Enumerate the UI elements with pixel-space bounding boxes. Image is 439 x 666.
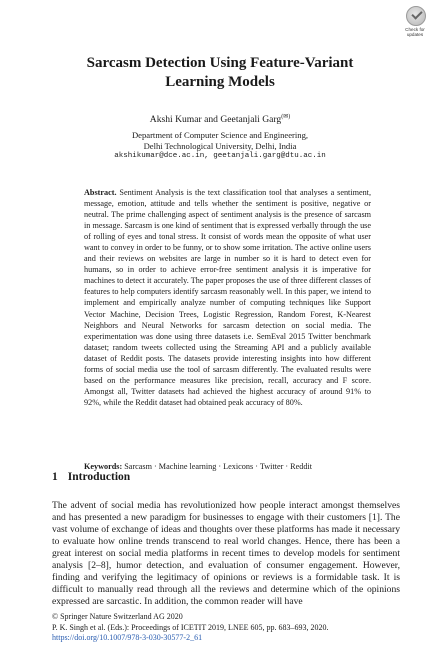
paper-title: Sarcasm Detection Using Feature-Variant Learning Models [86,55,354,90]
keywords-label: Keywords: [84,462,123,471]
badge-label: Check for updates [405,27,425,37]
check-for-updates-icon [406,6,426,26]
keywords-text: Sarcasm · Machine learning · Lexicons · Twitter · Reddit [124,462,313,471]
introduction-body: The advent of social media has revolutionized how people interact amongst themselves and has presented a new paradigm for businesses to engage with their customers [1]. The vast volume of exchange of ideas and thoughts over these platforms has made it necessary to evaluate how online trends transcend to real world changes. Hence, there has been a great interest on social media platforms in recent times to develop models for sentiment analysis [2–8], humor detection, and evaluation of consumer engagement. However, finding and verifying the legitimacy of opinions or reviews is a formidable task. It is difficult to manually read through all the reviews and determine which of the opinions expressed are sarcastic. In addition, the common reader will have [52,500,400,608]
footer [52,612,400,644]
abstract-text: Sentiment Analysis is the text classification tool that analyses a sentiment, message, emotion, attitude and tells whether the sentiment is positive, negative or neutral. The prime challenging aspect of sentiment analysis is the presence of sarcasm in message. Sarcasm is one kind of sentiment that is expressed verbally through the use of rolling of eyes and tonal stress. It consist of words mean the opposite of what user want to convey in order to be funny, or to show some irritation. The active online users and their reviews on websites are large in number so it is hard to detect even for humans, so in order to achieve error-free sentiment analysis it is imperative for machines to detect it accurately. The paper proposes the use of three different classes of features to help computers identify sarcasm reasonably well. In this paper, we intend to implement and empirically analyze number of computing techniques like Support Vector Machine, Decision Trees, Logistic Regression, Random Forest, K-Nearest Neighbors and Neural Networks for sarcasm detection on social media. The experimentation was done using three datasets i.e. SemEval 2015 Twitter benchmark dataset; random tweets collected using the Streaming API and a publicly available dataset of Reddit posts. The datasets provide interesting insights into how different forms of social media use the tool of sarcasm differently. The evaluated results were based on the performance measures like precision, recall, accuracy and F score. Amongst all, Twitter datasets had achieved the highest accuracy of around 91% to 92%, while the Reddit dataset had obtained peak accuracy of 80%. [84,188,372,407]
author-emails: akshikumar@dce.ac.in, geetanjali.garg@dtu.ac.in [114,152,326,160]
check-for-updates-badge[interactable] [398,6,432,40]
keywords [84,462,371,471]
affiliation [60,130,380,152]
footer-citation: P. K. Singh et al. (Eds.): Proceedings of ICETIT 2019, LNEE 605, pp. 683–693, 2020. [52,622,329,632]
abstract [84,187,371,408]
authors-line [60,113,380,125]
affiliation-department: Department of Computer Science and Engineering, [131,130,309,140]
abstract-label: Abstract. [84,188,117,197]
footer-doi-link[interactable]: https://doi.org/10.1007/978-3-030-30577-2_61 [52,633,203,642]
section-number: 1 [52,471,58,483]
section-heading [52,471,130,483]
affiliation-university: Delhi Technological University, Delhi, India [143,141,297,151]
section-title: Introduction [67,471,131,483]
corresponding-author-mark: (✉) [281,114,291,120]
footer-copyright: © Springer Nature Switzerland AG 2020 [52,612,183,621]
author-names: Akshi Kumar and Geetanjali Garg [149,114,282,126]
